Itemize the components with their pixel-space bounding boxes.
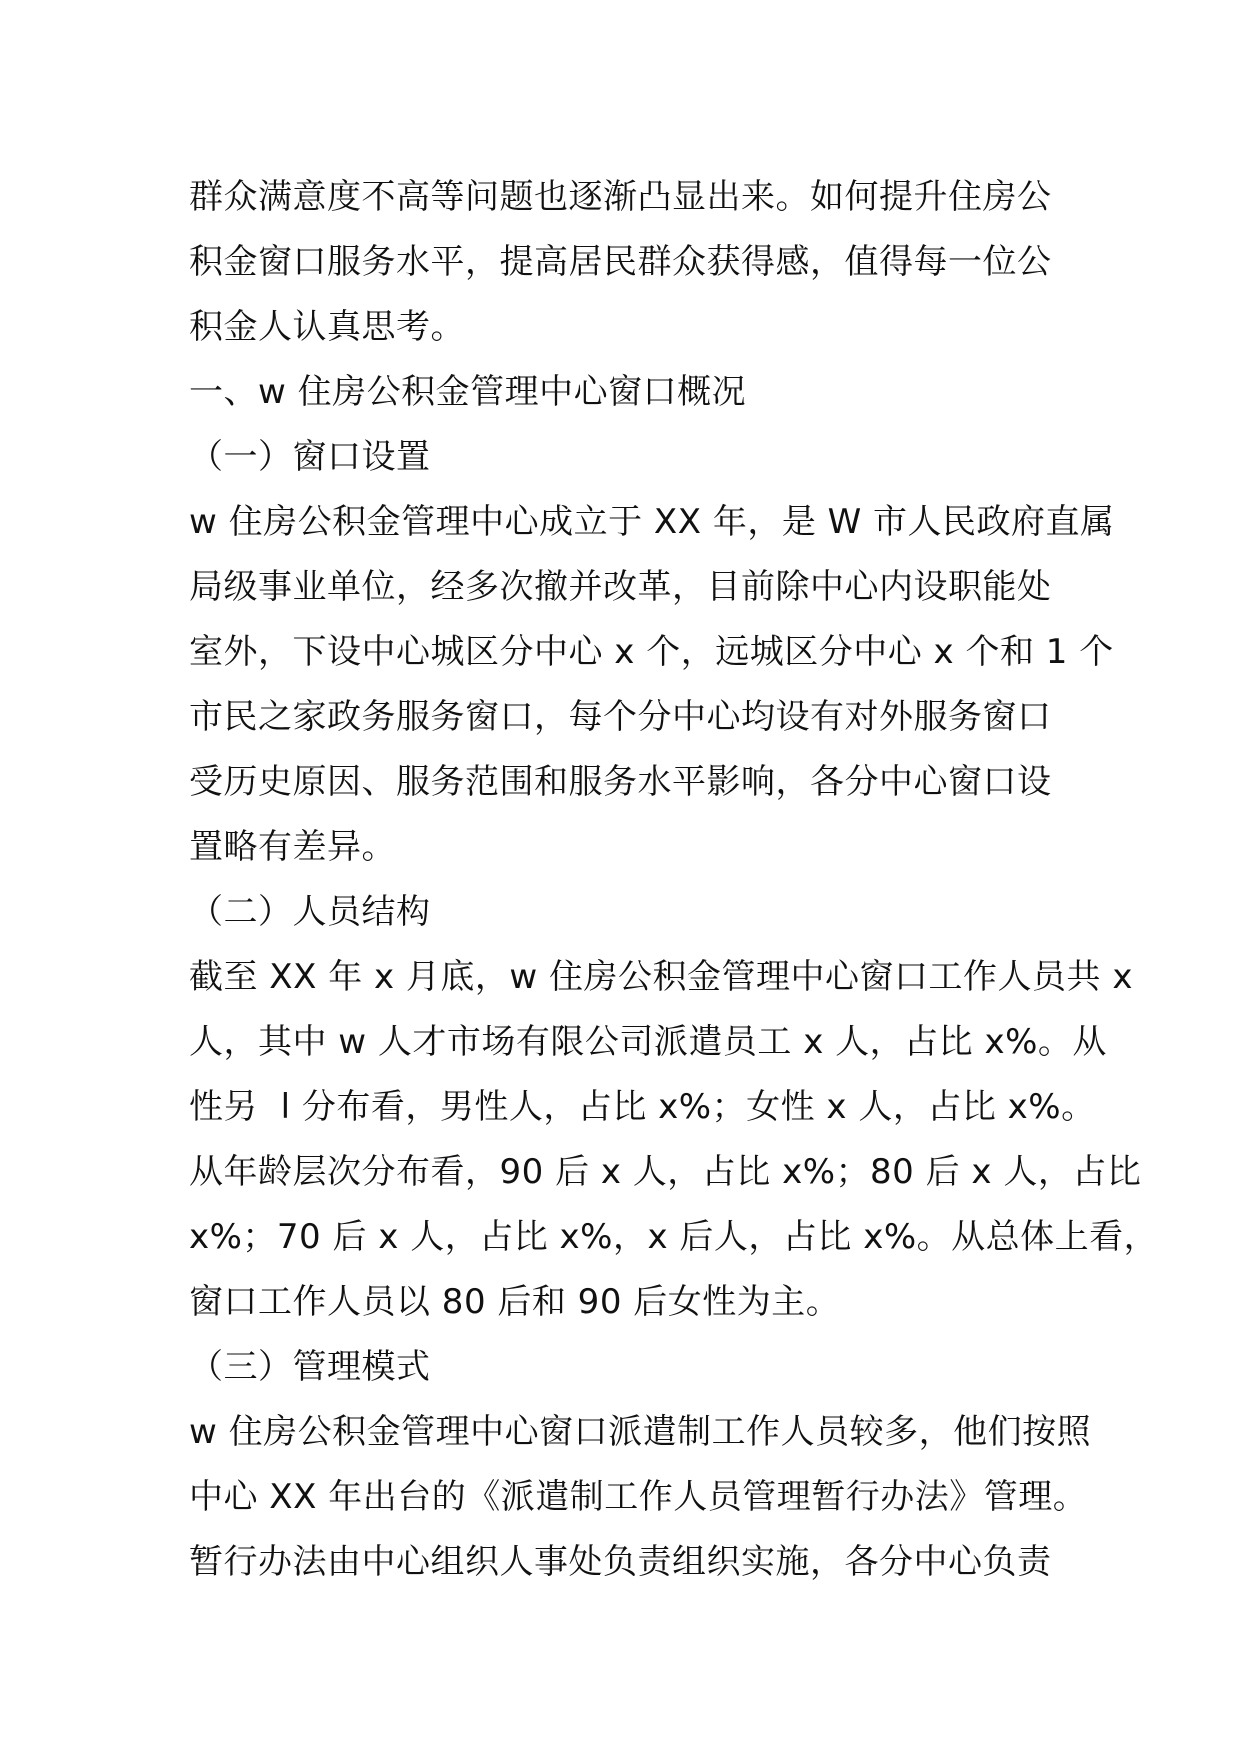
- body-line: 置略有差异。: [189, 827, 396, 867]
- body-line: 暂行办法由中心组织人事处负责组织实施，各分中心负责: [189, 1542, 1052, 1582]
- body-line: w 住房公积金管理中心窗口派遣制工作人员较多，他们按照: [189, 1412, 1092, 1452]
- body-line: 群众满意度不高等问题也逐渐凸显出来。如何提升住房公: [189, 177, 1052, 217]
- body-line: 窗口工作人员以 80 后和 90 后女性为主。: [189, 1282, 841, 1322]
- body-line: 人，其中 w 人才市场有限公司派遣员工 x 人，占比 x%。从: [189, 1022, 1107, 1062]
- body-line: 截至 XX 年 x 月底，w 住房公积金管理中心窗口工作人员共 x: [189, 957, 1133, 997]
- body-line: 性另 l 分布看，男性人，占比 x%；女性 x 人，占比 x%。: [189, 1087, 1096, 1127]
- body-line: 局级事业单位，经多次撤并改革，目前除中心内设职能处: [189, 567, 1052, 607]
- body-line: 积金窗口服务水平，提高居民群众获得感，值得每一位公: [189, 242, 1052, 282]
- subsection-heading: （二）人员结构: [189, 892, 431, 932]
- document-body: [189, 165, 1159, 1595]
- body-line: 市民之家政务服务窗口，每个分中心均设有对外服务窗口: [189, 697, 1052, 737]
- body-line: x%；70 后 x 人，占比 x%，x 后人，占比 x%。从总体上看，: [189, 1217, 1159, 1257]
- body-line: 受历史原因、服务范围和服务水平影响，各分中心窗口设: [189, 762, 1052, 802]
- body-line: 室外，下设中心城区分中心 x 个，远城区分中心 x 个和 1 个: [189, 632, 1114, 672]
- subsection-heading: （一）窗口设置: [189, 437, 431, 477]
- body-line: w 住房公积金管理中心成立于 XX 年，是 W 市人民政府直属: [189, 502, 1115, 542]
- section-heading: 一、w 住房公积金管理中心窗口概况: [189, 372, 747, 412]
- body-line: 积金人认真思考。: [189, 307, 465, 347]
- body-line: 中心 XX 年出台的《派遣制工作人员管理暂行办法》管理。: [189, 1477, 1088, 1517]
- subsection-heading: （三）管理模式: [189, 1347, 431, 1387]
- body-line: 从年龄层次分布看，90 后 x 人，占比 x%；80 后 x 人，占比: [189, 1152, 1142, 1192]
